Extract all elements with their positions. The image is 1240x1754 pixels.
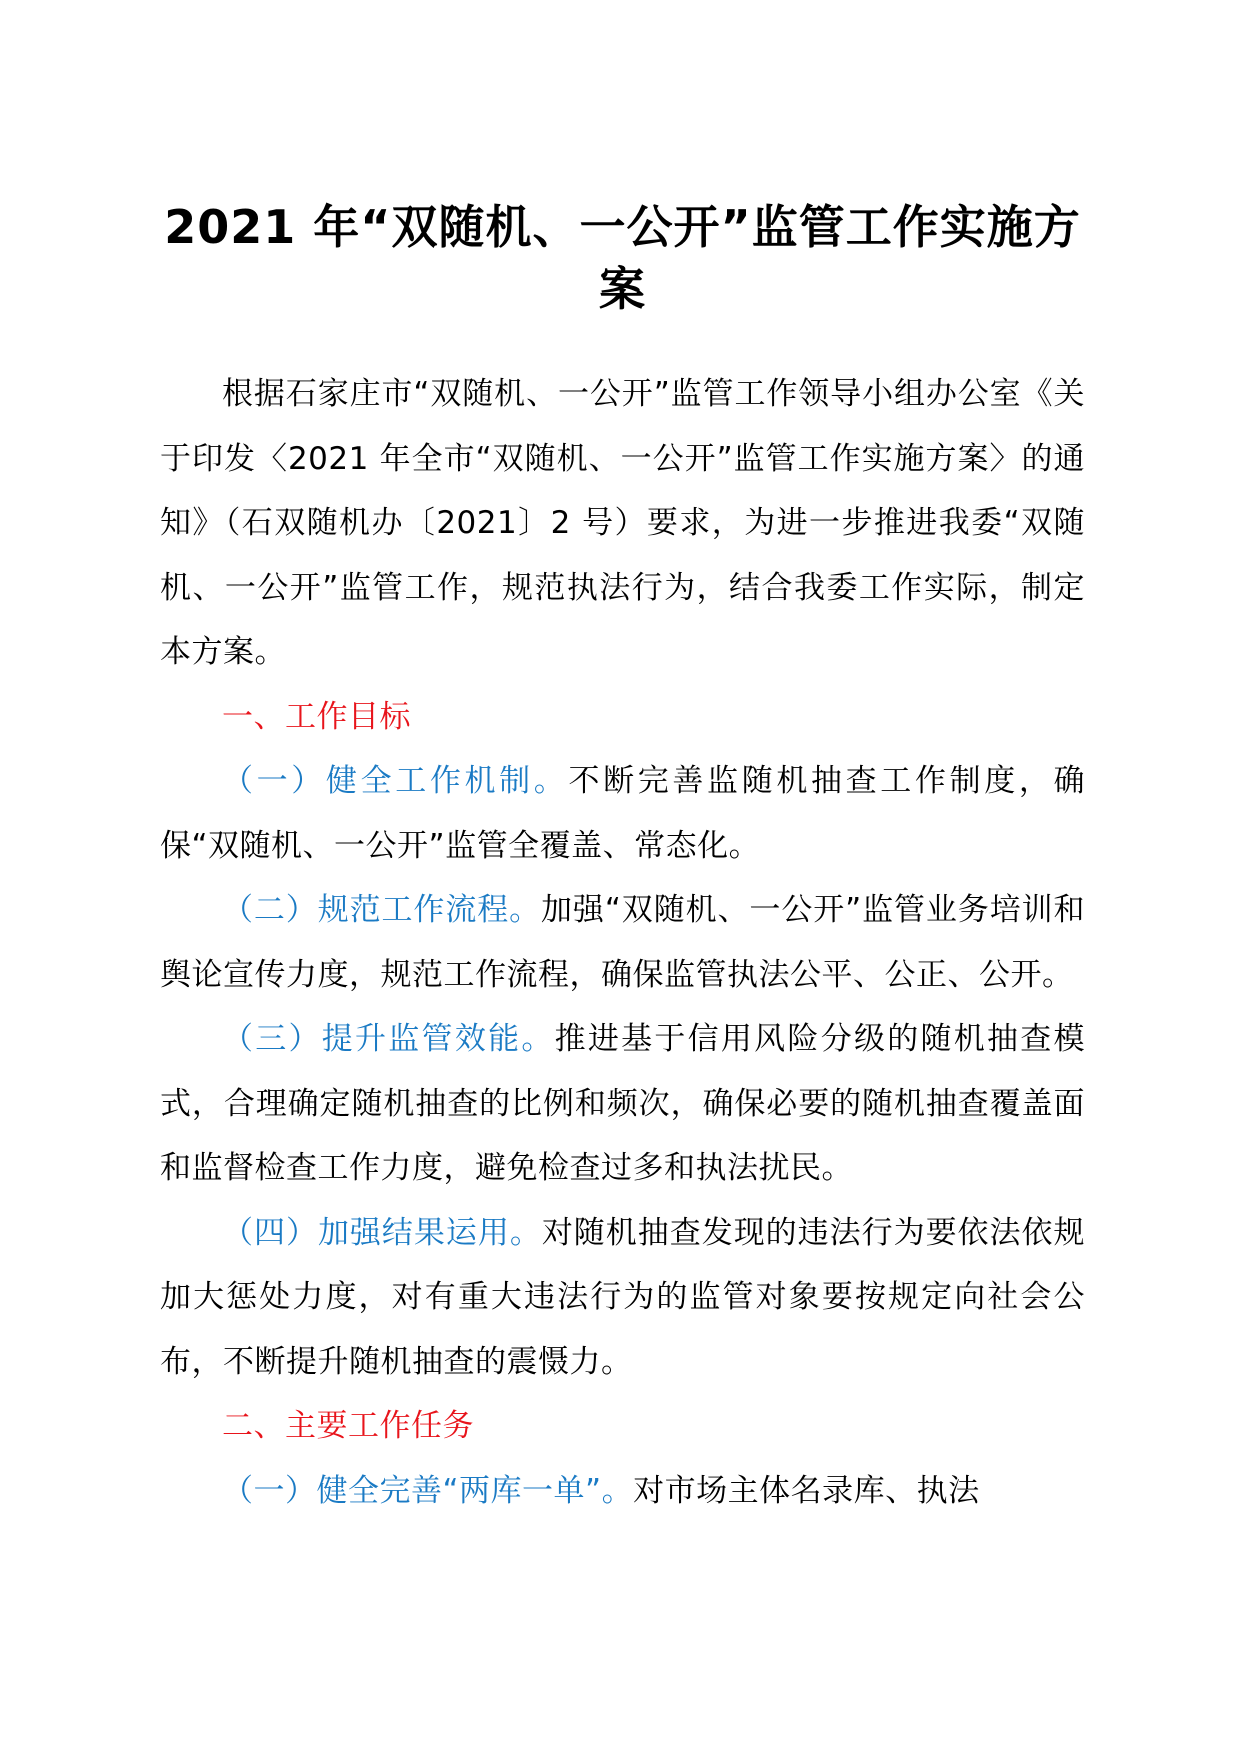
section-heading-goals: 一、工作目标 — [222, 698, 411, 735]
goal-item-1-label: （一）健全工作机制。 — [222, 763, 569, 799]
goal-item-3-text: 推进基于信用风险分级的随机抽查模式，合理确定随机抽查的比例和频次，确保必要的随机抽查覆盖面和监督检查工作力度，避免检查过多和执法扰民。 — [160, 1021, 1086, 1186]
section-heading-tasks: 二、主要工作任务 — [222, 1408, 474, 1444]
goal-item-4-text: 对随机抽查发现的违法行为要依法依规加大惩处力度，对有重大违法行为的监管对象要按规定向社会公布，不断提升随机抽查的震慑力。 — [160, 1214, 1086, 1380]
goal-item-4 — [160, 1201, 1085, 1395]
task-item-1-label: （一）健全完善“两库一单”。 — [222, 1472, 634, 1509]
goal-item-4-label: （四）加强结果运用。 — [222, 1214, 542, 1251]
goal-item-1 — [160, 749, 1085, 878]
goal-item-1-text: 不断完善监随机抽查工作制度，确保“双随机、一公开”监管全覆盖、常态化。 — [160, 763, 1086, 864]
goal-item-2-text: 加强“双随机、一公开”监管业务培训和舆论宣传力度，规范工作流程，确保监管执法公平、公正、公开。 — [160, 892, 1085, 993]
task-item-1-text: 对市场主体名录库、执法 — [633, 1472, 980, 1509]
goal-item-2-label: （二）规范工作流程。 — [222, 892, 542, 928]
goal-item-2 — [160, 878, 1085, 1007]
document-title: 2021 年“双随机、一公开”监管工作实施方案 — [164, 200, 1081, 316]
goal-item-3 — [160, 1007, 1085, 1201]
goal-item-3-label: （三）提升监管效能。 — [222, 1021, 555, 1057]
task-item-1 — [160, 1459, 1085, 1524]
document-body — [160, 362, 1085, 1523]
intro-paragraph: 根据石家庄市“双随机、一公开”监管工作领导小组办公室《关于印发〈2021 年全市“双随机、一公开”监管工作实施方案〉的通知》（石双随机办〔2021〕2 号）要求，为进一步推进我委“双随机、一公开”监管工作，规范执法行为，结合我委工作实际，制定本方案。 — [160, 376, 1085, 670]
